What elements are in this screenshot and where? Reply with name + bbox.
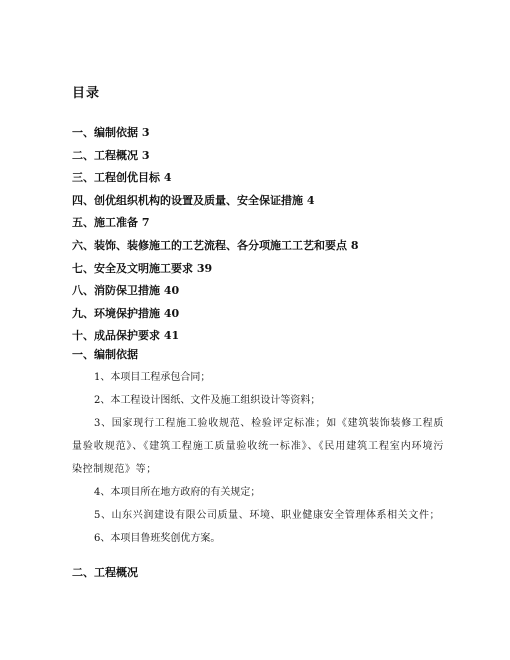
- paragraph: 4、本项目所在地方政府的有关规定；: [94, 487, 261, 498]
- paragraph: 1、本项目工程承包合同；: [94, 372, 211, 383]
- section-heading-compilation-basis: 一、编制依据: [72, 348, 138, 361]
- toc-item[interactable]: 三、工程创优目标 4: [72, 171, 172, 185]
- paragraph: 5、山东兴润建设有限公司质量、环境、职业健康安全管理体系相关文件；: [94, 510, 441, 521]
- toc-item[interactable]: 十、成品保护要求 41: [72, 329, 180, 343]
- toc-item[interactable]: 四、创优组织机构的设置及质量、安全保证措施 4: [72, 193, 315, 207]
- toc-item[interactable]: 七、安全及文明施工要求 39: [72, 261, 213, 275]
- table-of-contents: [72, 122, 452, 348]
- toc-item[interactable]: 六、装饰、装修施工的工艺流程、各分项施工工艺和要点 8: [72, 238, 359, 252]
- toc-item[interactable]: 二、工程概况 3: [72, 148, 150, 162]
- paragraph: 2、本工程设计图纸、文件及施工组织设计等资料；: [94, 395, 321, 406]
- toc-title: 目录: [72, 86, 101, 101]
- toc-item[interactable]: 八、消防保卫措施 40: [72, 284, 180, 298]
- toc-item[interactable]: 一、编制依据 3: [72, 126, 150, 139]
- section-heading-project-overview: 二、工程概况: [72, 566, 138, 579]
- section-body-compilation-basis: [72, 366, 444, 550]
- toc-item[interactable]: 五、施工准备 7: [72, 216, 150, 230]
- paragraph: 3、国家现行工程施工验收规范、检验评定标准；如《建筑装饰装修工程质量验收规范》、《建筑工程施工质量验收统一标准》、《民用建筑工程室内环境污染控制规范》等；: [72, 418, 444, 475]
- toc-item[interactable]: 九、环境保护措施 40: [72, 306, 180, 320]
- paragraph: 6、本项目鲁班奖创优方案。: [94, 533, 221, 544]
